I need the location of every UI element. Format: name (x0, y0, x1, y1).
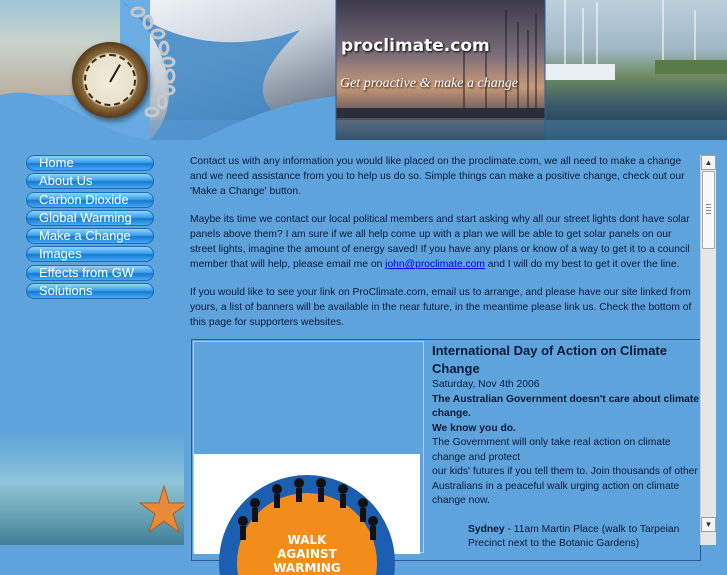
nav-carbon-dioxide-button[interactable]: Carbon Dioxide (26, 192, 154, 208)
walk-against-warming-logo (207, 465, 407, 575)
nav-about-us-button[interactable]: About Us (26, 173, 154, 189)
link-exchange-paragraph: If you would like to see your link on ProClimate.com, email us to arrange, and please have our site linked from yours, a list of banners will be available in the near future, in the meantime please link us. Check the bottom of this page for supporters websites. (190, 287, 692, 328)
nav-solutions-button[interactable]: Solutions (26, 283, 154, 299)
logo-word-walk: WALK (287, 533, 327, 547)
vertical-scrollbar[interactable] (700, 155, 716, 545)
event-details (432, 341, 700, 552)
event-we-know: We know you do. (432, 422, 516, 434)
scroll-down-arrow-icon[interactable]: ▼ (701, 517, 716, 532)
nav-global-warming-button[interactable]: Global Warming (26, 210, 154, 226)
nav-effects-from-gw-button[interactable]: Effects from GW (26, 265, 154, 281)
event-date: Saturday, Nov 4th 2006 (432, 379, 540, 390)
event-lead: The Australian Government doesn't care about climate change. (432, 393, 699, 419)
logo-word-against: AGAINST (277, 547, 337, 561)
site-title: proclimate.com (341, 36, 490, 56)
scrollbar-thumb[interactable] (702, 171, 715, 249)
scroll-up-arrow-icon[interactable]: ▲ (701, 155, 716, 170)
intro-paragraph: Contact us with any information you would like placed on the proclimate.com, we all need to make a change and we need assistance from you to help us do so. Simple things can make a positive change, check out our 'Make a Change' button. (190, 156, 685, 197)
event-sydney-detail: - 11am Martin Place (walk to Tarpeian Precinct next to the Botanic Gardens) (468, 523, 680, 549)
thumb-grip-icon (706, 204, 711, 214)
sidebar-nav (26, 155, 154, 301)
nav-images-button[interactable]: Images (26, 246, 154, 262)
solar-lights-text-end: and I will do my best to get it over the line. (484, 259, 680, 270)
logo-word-warming: WARMING (273, 561, 341, 575)
site-tagline: Get proactive & make a change (340, 76, 518, 91)
event-title: International Day of Action on Climate Change (432, 343, 667, 376)
nav-home-button[interactable]: Home (26, 155, 154, 171)
starfish-icon (138, 484, 190, 536)
event-box (191, 339, 701, 575)
event-sydney (468, 523, 700, 552)
nav-make-a-change-button[interactable]: Make a Change (26, 228, 154, 244)
main-content (184, 150, 700, 575)
solar-lights-text: Maybe its time we contact our local political members and start asking why all our street lights dont have solar panels above them? I am sure if we all help come up with a plan we will be able to get solar panels on our street lights, imagine the amount of energy saved! If you have any plans or know of a way to get it to a council member that will help, please email me on (190, 214, 690, 270)
event-sydney-city: Sydney (468, 523, 505, 535)
barometer-icon (72, 42, 148, 118)
solar-lights-paragraph (190, 212, 695, 272)
email-link[interactable]: john@proclimate.com (385, 259, 485, 270)
header-banner (0, 0, 727, 140)
event-body-2: our kids' futures if you tell them to. Join thousands of other Australians in a peaceful walk urging action on climate change now. (432, 466, 698, 506)
event-body-1: The Government will only take real action on climate change and protect (432, 437, 671, 463)
